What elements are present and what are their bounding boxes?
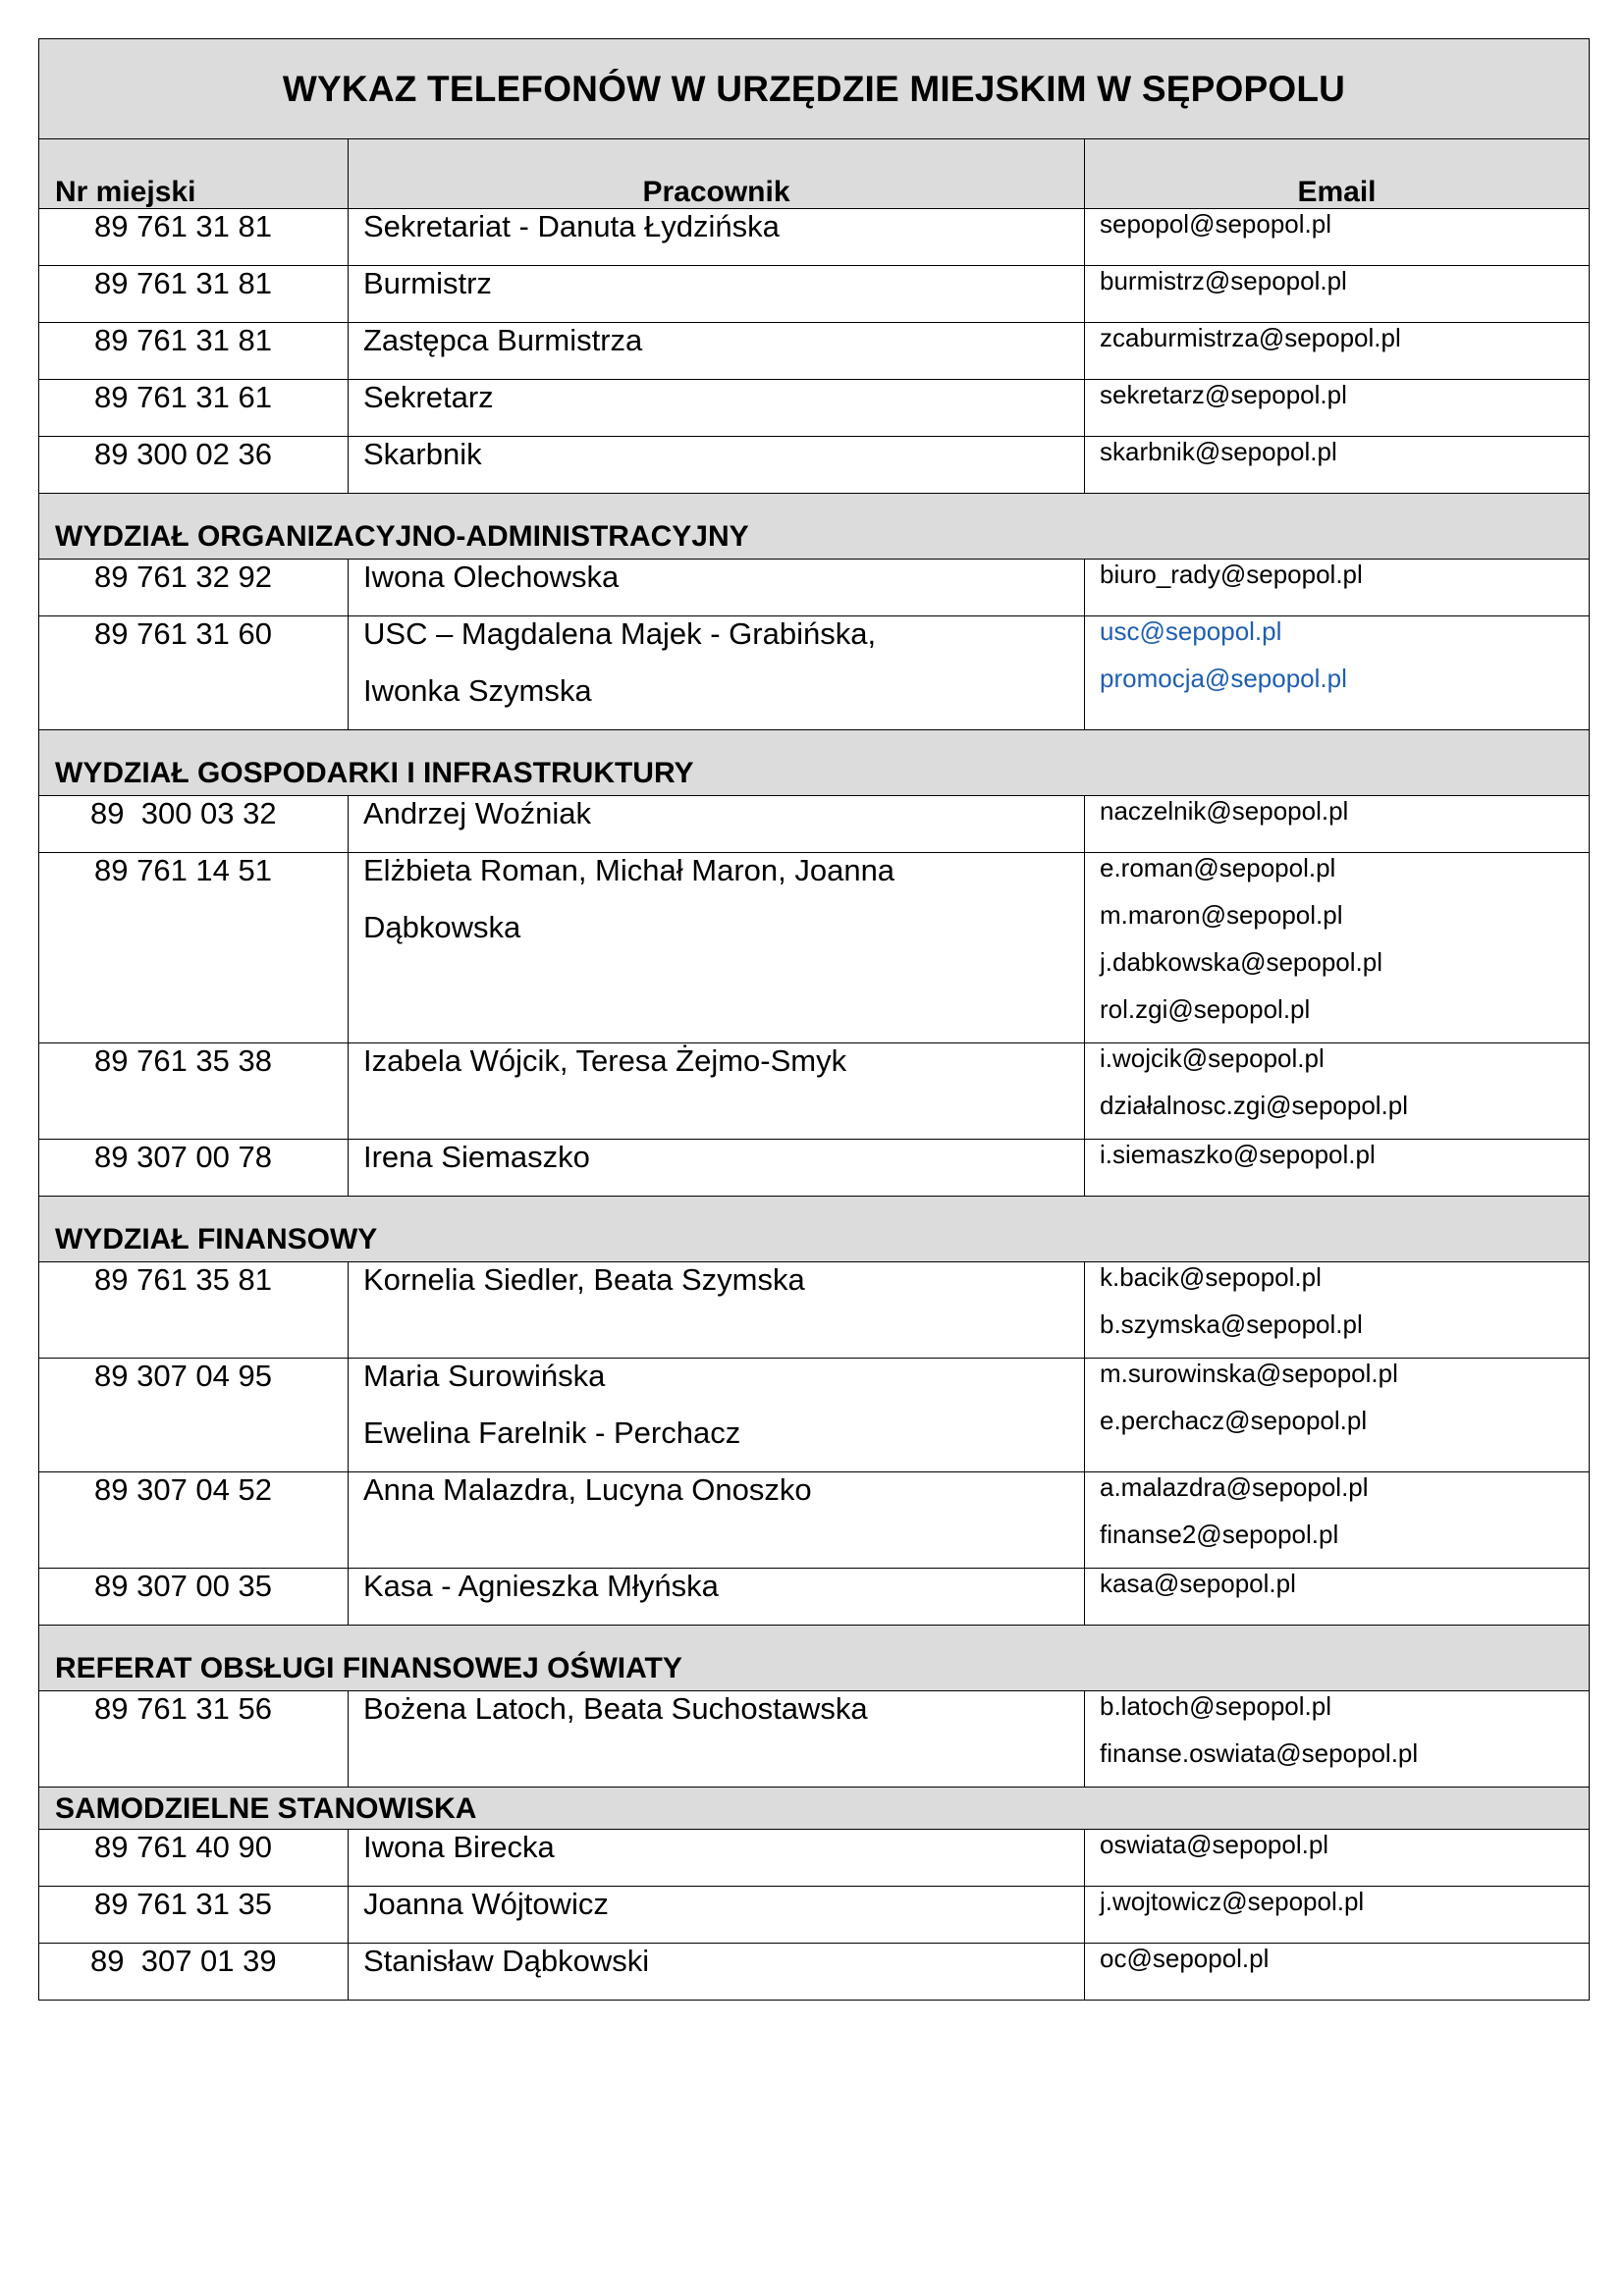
phone-number: 89 300 03 32	[39, 796, 349, 853]
section-row	[39, 730, 1590, 796]
column-header-number: Nr miejski	[39, 139, 349, 209]
email-address[interactable]: promocja@sepopol.pl	[1100, 664, 1347, 693]
employee-cell	[349, 380, 1085, 437]
section-row	[39, 494, 1590, 560]
email-address: burmistrz@sepopol.pl	[1100, 266, 1347, 295]
section-header: WYDZIAŁ FINANSOWY	[39, 1197, 1590, 1262]
email-address: b.latoch@sepopol.pl	[1100, 1691, 1331, 1721]
email-address[interactable]: usc@sepopol.pl	[1100, 616, 1282, 646]
employee-name: Iwona Birecka	[363, 1830, 555, 1864]
email-address: j.wojtowicz@sepopol.pl	[1100, 1887, 1365, 1916]
column-header-employee: Pracownik	[349, 139, 1085, 209]
employee-cell	[349, 796, 1085, 853]
phone-number: 89 761 31 60	[39, 616, 349, 730]
employee-name: Irena Siemaszko	[363, 1140, 590, 1174]
employee-name: Zastępca Burmistrza	[363, 323, 643, 357]
email-cell	[1085, 853, 1590, 1043]
table-row	[39, 1944, 1590, 2001]
email-address: sepopol@sepopol.pl	[1100, 209, 1332, 239]
phone-number: 89 761 31 81	[39, 266, 349, 323]
phone-number: 89 761 32 92	[39, 560, 349, 616]
email-cell	[1085, 1043, 1590, 1140]
table-row	[39, 560, 1590, 616]
email-address: finanse2@sepopol.pl	[1100, 1520, 1339, 1549]
phone-directory-table	[38, 38, 1590, 2001]
phone-number: 89 307 00 78	[39, 1140, 349, 1197]
table-row	[39, 1691, 1590, 1788]
section-header: REFERAT OBSŁUGI FINANSOWEJ OŚWIATY	[39, 1626, 1590, 1691]
employee-name: Iwonka Szymska	[363, 673, 592, 708]
phone-number: 89 761 31 56	[39, 1691, 349, 1788]
phone-number: 89 761 31 81	[39, 209, 349, 266]
email-cell	[1085, 209, 1590, 266]
phone-directory-document	[38, 38, 1589, 2001]
employee-name: Elżbieta Roman, Michał Maron, Joanna	[363, 853, 895, 887]
email-cell	[1085, 1830, 1590, 1887]
phone-number: 89 761 31 35	[39, 1887, 349, 1944]
email-address: sekretarz@sepopol.pl	[1100, 380, 1347, 409]
table-row	[39, 853, 1590, 1043]
email-address: m.maron@sepopol.pl	[1100, 900, 1343, 930]
email-cell	[1085, 1944, 1590, 2001]
email-cell	[1085, 1691, 1590, 1788]
section-header: WYDZIAŁ GOSPODARKI I INFRASTRUKTURY	[39, 730, 1590, 796]
email-address: kasa@sepopol.pl	[1100, 1569, 1296, 1598]
employee-cell	[349, 616, 1085, 730]
phone-number: 89 761 35 81	[39, 1262, 349, 1359]
email-cell	[1085, 560, 1590, 616]
email-address: oswiata@sepopol.pl	[1100, 1830, 1329, 1859]
column-header-email: Email	[1085, 139, 1590, 209]
email-address: naczelnik@sepopol.pl	[1100, 796, 1349, 826]
employee-cell	[349, 1262, 1085, 1359]
employee-name: Bożena Latoch, Beata Suchostawska	[363, 1691, 868, 1726]
employee-cell	[349, 437, 1085, 494]
section-row	[39, 1197, 1590, 1262]
phone-number: 89 307 04 95	[39, 1359, 349, 1472]
section-header: WYDZIAŁ ORGANIZACYJNO-ADMINISTRACYJNY	[39, 494, 1590, 560]
title-row	[39, 39, 1590, 139]
table-row	[39, 616, 1590, 730]
phone-number: 89 307 04 52	[39, 1472, 349, 1569]
employee-cell	[349, 560, 1085, 616]
email-address: j.dabkowska@sepopol.pl	[1100, 947, 1383, 977]
employee-name: Dąbkowska	[363, 910, 521, 944]
page-title: WYKAZ TELEFONÓW W URZĘDZIE MIEJSKIM W SĘPOPOLU	[39, 39, 1590, 139]
table-row	[39, 1472, 1590, 1569]
employee-cell	[349, 1359, 1085, 1472]
email-address: i.wojcik@sepopol.pl	[1100, 1043, 1325, 1073]
email-address: e.perchacz@sepopol.pl	[1100, 1406, 1368, 1435]
employee-cell	[349, 1043, 1085, 1140]
email-address: b.szymska@sepopol.pl	[1100, 1309, 1363, 1339]
table-row	[39, 1830, 1590, 1887]
email-address: skarbnik@sepopol.pl	[1100, 437, 1337, 466]
table-row	[39, 1043, 1590, 1140]
section-header: SAMODZIELNE STANOWISKA	[39, 1788, 1590, 1830]
email-address: e.roman@sepopol.pl	[1100, 853, 1336, 882]
employee-name: Kasa - Agnieszka Młyńska	[363, 1569, 719, 1603]
email-address: działalnosc.zgi@sepopol.pl	[1100, 1091, 1409, 1120]
email-address: zcaburmistrza@sepopol.pl	[1100, 323, 1401, 352]
table-row	[39, 380, 1590, 437]
email-cell	[1085, 380, 1590, 437]
employee-cell	[349, 1691, 1085, 1788]
employee-cell	[349, 323, 1085, 380]
phone-number: 89 761 35 38	[39, 1043, 349, 1140]
email-cell	[1085, 1359, 1590, 1472]
employee-name: Kornelia Siedler, Beata Szymska	[363, 1262, 805, 1297]
email-cell	[1085, 796, 1590, 853]
table-row	[39, 437, 1590, 494]
table-row	[39, 796, 1590, 853]
employee-cell	[349, 1887, 1085, 1944]
phone-number: 89 761 14 51	[39, 853, 349, 1043]
employee-name: Stanisław Dąbkowski	[363, 1944, 650, 1978]
employee-name: Burmistrz	[363, 266, 492, 300]
email-address: biuro_rady@sepopol.pl	[1100, 560, 1363, 589]
employee-cell	[349, 1140, 1085, 1197]
employee-name: Ewelina Farelnik - Perchacz	[363, 1415, 741, 1450]
employee-name: Sekretariat - Danuta Łydzińska	[363, 209, 780, 243]
employee-cell	[349, 1569, 1085, 1626]
email-cell	[1085, 616, 1590, 730]
email-cell	[1085, 266, 1590, 323]
email-cell	[1085, 323, 1590, 380]
email-address: i.siemaszko@sepopol.pl	[1100, 1140, 1376, 1169]
employee-cell	[349, 266, 1085, 323]
employee-cell	[349, 1944, 1085, 2001]
phone-number: 89 300 02 36	[39, 437, 349, 494]
phone-number: 89 307 01 39	[39, 1944, 349, 2001]
email-address: rol.zgi@sepopol.pl	[1100, 994, 1311, 1024]
table-row	[39, 209, 1590, 266]
phone-number: 89 761 31 61	[39, 380, 349, 437]
directory-rows	[39, 209, 1590, 2001]
employee-name: Iwona Olechowska	[363, 560, 620, 594]
phone-number: 89 761 40 90	[39, 1830, 349, 1887]
table-row	[39, 1569, 1590, 1626]
email-address: k.bacik@sepopol.pl	[1100, 1262, 1322, 1292]
employee-name: Joanna Wójtowicz	[363, 1887, 609, 1921]
employee-cell	[349, 1830, 1085, 1887]
section-row	[39, 1788, 1590, 1830]
table-row	[39, 323, 1590, 380]
employee-name: Izabela Wójcik, Teresa Żejmo-Smyk	[363, 1043, 847, 1078]
email-address: a.malazdra@sepopol.pl	[1100, 1472, 1369, 1502]
email-address: m.surowinska@sepopol.pl	[1100, 1359, 1398, 1388]
phone-number: 89 307 00 35	[39, 1569, 349, 1626]
employee-name: Maria Surowińska	[363, 1359, 606, 1393]
email-cell	[1085, 1569, 1590, 1626]
table-row	[39, 1359, 1590, 1472]
email-cell	[1085, 1140, 1590, 1197]
section-row	[39, 1626, 1590, 1691]
email-cell	[1085, 1262, 1590, 1359]
employee-name: Skarbnik	[363, 437, 482, 471]
email-cell	[1085, 437, 1590, 494]
table-row	[39, 1887, 1590, 1944]
employee-cell	[349, 1472, 1085, 1569]
table-row	[39, 1140, 1590, 1197]
email-address: oc@sepopol.pl	[1100, 1944, 1270, 1973]
column-header-row	[39, 139, 1590, 209]
table-row	[39, 1262, 1590, 1359]
employee-cell	[349, 209, 1085, 266]
table-row	[39, 266, 1590, 323]
employee-name: Andrzej Woźniak	[363, 796, 592, 830]
employee-name: USC – Magdalena Majek - Grabińska,	[363, 616, 877, 651]
employee-name: Anna Malazdra, Lucyna Onoszko	[363, 1472, 812, 1507]
email-cell	[1085, 1472, 1590, 1569]
email-address: finanse.oswiata@sepopol.pl	[1100, 1738, 1419, 1768]
employee-name: Sekretarz	[363, 380, 494, 414]
employee-cell	[349, 853, 1085, 1043]
email-cell	[1085, 1887, 1590, 1944]
phone-number: 89 761 31 81	[39, 323, 349, 380]
